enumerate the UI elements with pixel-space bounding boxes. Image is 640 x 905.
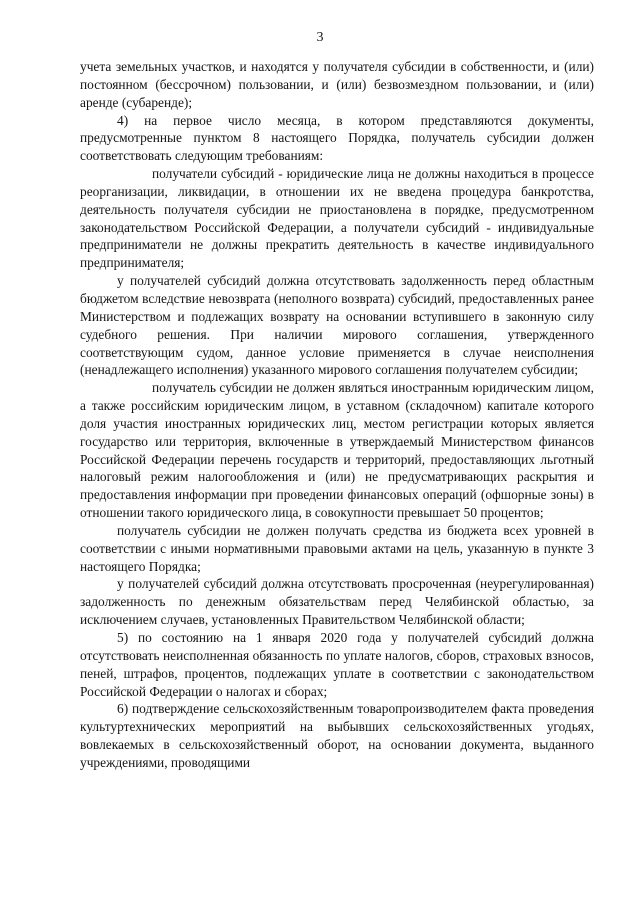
paragraph-legal-entities: получатели субсидий - юридические лица не должны находиться в процессе реорганизации, ликвидации, в отношении их не введена процедура банкротства, деятельность получателя субсидии не приостановлена в порядке, предусмотренном законодательством Российской Федерации, а получатели субсидий - индивидуальные предприниматели не должны прекратить деятельность в качестве индивидуального предпринимателя; [80,166,594,271]
paragraph-overdue-debt: у получателей субсидий должна отсутствовать просроченная (неурегулированная) задолженность по денежным обязательствам перед Челябинской областью, за исключением случаев, установленных Правительством Челябинской области; [80,576,594,628]
document-body [80,58,594,772]
paragraph-debt-regional-budget: у получателей субсидий должна отсутствовать задолженность перед областным бюджетом вследствие невозврата (неполного возврата) субсидий, предоставленных ранее Министерством и подлежащих возврату на основании вступившего в законную силу судебного решения. При наличии мирового соглашения, утвержденного соответствующим судом, данное условие применяется в случае неисполнения (ненадлежащего исполнения) указанного мирового соглашения получателем субсидии; [80,273,594,378]
paragraph-foreign-entity: получатель субсидии не должен являться иностранным юридическим лицом, а также российским юридическим лицом, в уставном (складочном) капитале которого доля участия иностранных юридических лиц, местом регистрации которых является государство или территория, включенные в утверждаемый Министерством финансов Российской Федерации перечень государств и территорий, предоставляющих льготный налоговый режим налогообложения и (или) не предусматривающих раскрытия и предоставления информации при проведении финансовых операций (офшорные зоны) в отношении такого юридического лица, в совокупности превышает 50 процентов; [80,380,594,521]
paragraph-land-ownership: учета земельных участков, и находятся у получателя субсидии в собственности, и (или) постоянном (бессрочном) пользовании, и (или) безвозмездном пользовании, и (или) аренде (субаренде); [80,59,594,110]
page-number: 3 [316,30,324,45]
paragraph-item-5: 5) по состоянию на 1 января 2020 года у получателей субсидий должна отсутствовать неисполненная обязанность по уплате налогов, сборов, страховых взносов, пеней, штрафов, процентов, подлежащих уплате в соответствии с законодательством Российской Федерации о налогах и сборах; [80,630,594,699]
paragraph-item-4: 4) на первое число месяца, в котором представляются документы, предусмотренные пунктом 8 настоящего Порядка, получатель субсидии должен соответствовать следующим требованиям: [80,112,594,164]
paragraph-other-budget-funds: получатель субсидии не должен получать средства из бюджета всех уровней в соответствии с иными нормативными правовыми актами на цель, указанную в пункте 3 настоящего Порядка; [80,522,594,574]
paragraph-item-6: 6) подтверждение сельскохозяйственным товаропроизводителем факта проведения культуртехнических мероприятий на выбывших сельскохозяйственных угодьях, вовлекаемых в сельскохозяйственный оборот, на основании документа, выданного учреждениями, проводящими [80,701,594,770]
